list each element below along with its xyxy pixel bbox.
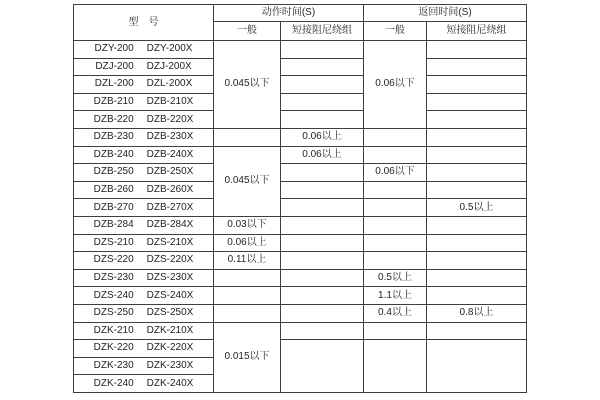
model-name-variant: DZB-284X (146, 219, 194, 231)
model-name-variant: DZS-210X (146, 236, 194, 248)
table-row (74, 304, 527, 322)
model-name-primary: DZB-230 (93, 131, 134, 143)
model-name-variant: DZS-250X (146, 307, 194, 319)
return-general-cell: 0.06以下 (364, 164, 427, 182)
return-damping-cell (427, 93, 527, 111)
model-cell (74, 76, 214, 94)
model-name-primary: DZS-210 (93, 236, 134, 248)
model-cell (74, 287, 214, 305)
table-row (74, 146, 527, 164)
model-name-primary: DZJ-200 (95, 60, 134, 72)
model-name-primary: DZS-220 (93, 254, 134, 266)
table-row (74, 269, 527, 287)
action-damping-cell (281, 164, 364, 182)
action-general-cell: 0.045以下 (214, 146, 281, 216)
table-row (74, 93, 527, 111)
model-cell (74, 357, 214, 375)
return-general-cell (364, 128, 427, 146)
action-general-cell (214, 304, 281, 322)
return-damping-cell (427, 269, 527, 287)
model-cell (74, 340, 214, 358)
return-general-cell (364, 252, 427, 270)
model-name-primary: DZB-260 (93, 184, 134, 196)
return-damping-cell (427, 41, 527, 59)
model-cell (74, 304, 214, 322)
table-row (74, 252, 527, 270)
table-row (74, 322, 527, 340)
action-damping-cell (281, 252, 364, 270)
model-name-primary: DZS-250 (93, 307, 134, 319)
return-general-cell (364, 216, 427, 234)
return-damping-cell (427, 146, 527, 164)
action-general-cell: 0.015以下 (214, 322, 281, 392)
model-name-primary: DZK-240 (93, 377, 134, 389)
model-name-primary: DZB-210 (93, 96, 134, 108)
header-action-damping: 短接阻尼绕组 (281, 22, 364, 41)
action-damping-cell (281, 93, 364, 111)
return-general-cell (364, 340, 427, 393)
model-name-primary: DZY-200 (94, 43, 134, 55)
model-cell (74, 234, 214, 252)
model-name-variant: DZK-230X (146, 359, 194, 371)
return-damping-cell (427, 181, 527, 199)
table-row (74, 164, 527, 182)
return-damping-cell: 0.5以上 (427, 199, 527, 217)
action-damping-cell (281, 269, 364, 287)
return-general-cell (364, 181, 427, 199)
return-damping-cell (427, 128, 527, 146)
model-cell (74, 199, 214, 217)
relay-spec-table (73, 4, 527, 393)
model-name-primary: DZB-240 (93, 148, 134, 160)
model-name-variant: DZK-210X (146, 324, 194, 336)
table-row (74, 111, 527, 129)
return-damping-cell (427, 322, 527, 340)
return-damping-cell (427, 111, 527, 129)
header-action-general: 一般 (214, 22, 281, 41)
table-row (74, 76, 527, 94)
table-row (74, 287, 527, 305)
action-general-cell (214, 128, 281, 146)
model-cell (74, 111, 214, 129)
model-cell (74, 322, 214, 340)
model-cell (74, 128, 214, 146)
model-cell (74, 375, 214, 393)
model-name-primary: DZS-230 (93, 272, 134, 284)
action-general-cell: 0.045以下 (214, 41, 281, 129)
return-damping-cell (427, 340, 527, 393)
return-general-cell (364, 234, 427, 252)
table-row (74, 41, 527, 59)
action-damping-cell (281, 340, 364, 393)
model-name-primary: DZB-250 (93, 166, 134, 178)
action-damping-cell (281, 199, 364, 217)
model-name-primary: DZL-200 (94, 78, 134, 90)
model-cell (74, 252, 214, 270)
return-general-cell: 0.4以上 (364, 304, 427, 322)
header-return-damping: 短接阻尼绕组 (427, 22, 527, 41)
action-damping-cell (281, 111, 364, 129)
return-general-cell (364, 146, 427, 164)
model-name-variant: DZY-200X (146, 43, 193, 55)
spec-table-container (73, 4, 527, 393)
model-cell (74, 58, 214, 76)
return-general-cell: 0.5以上 (364, 269, 427, 287)
header-action-time: 动作时间(S) (214, 5, 364, 22)
model-name-variant: DZB-250X (146, 166, 194, 178)
model-name-variant: DZS-220X (146, 254, 194, 266)
action-general-cell (214, 269, 281, 287)
table-row (74, 340, 527, 358)
return-damping-cell: 0.8以上 (427, 304, 527, 322)
action-general-cell: 0.03以下 (214, 216, 281, 234)
table-row (74, 128, 527, 146)
action-general-cell: 0.11以上 (214, 252, 281, 270)
table-row (74, 216, 527, 234)
return-general-cell (364, 322, 427, 340)
model-name-variant: DZK-220X (146, 342, 194, 354)
action-damping-cell (281, 58, 364, 76)
action-damping-cell (281, 234, 364, 252)
model-name-variant: DZB-270X (146, 201, 194, 213)
action-damping-cell (281, 287, 364, 305)
return-damping-cell (427, 234, 527, 252)
action-damping-cell (281, 181, 364, 199)
model-name-variant: DZS-240X (146, 289, 194, 301)
table-row (74, 181, 527, 199)
action-damping-cell (281, 216, 364, 234)
model-cell (74, 216, 214, 234)
action-damping-cell (281, 322, 364, 340)
return-general-cell: 0.06以下 (364, 41, 427, 129)
model-name-variant: DZL-200X (146, 78, 193, 90)
model-name-variant: DZK-240X (146, 377, 194, 389)
header-return-general: 一般 (364, 22, 427, 41)
model-cell (74, 41, 214, 59)
model-cell (74, 146, 214, 164)
return-damping-cell (427, 287, 527, 305)
return-damping-cell (427, 216, 527, 234)
action-general-cell (214, 287, 281, 305)
action-damping-cell (281, 76, 364, 94)
table-row (74, 234, 527, 252)
model-name-primary: DZB-220 (93, 113, 134, 125)
action-damping-cell (281, 304, 364, 322)
model-cell (74, 93, 214, 111)
return-damping-cell (427, 76, 527, 94)
return-damping-cell (427, 252, 527, 270)
model-name-primary: DZK-210 (93, 324, 134, 336)
return-damping-cell (427, 58, 527, 76)
model-name-variant: DZS-230X (146, 272, 194, 284)
table-row (74, 58, 527, 76)
return-general-cell: 1.1以上 (364, 287, 427, 305)
model-name-primary: DZK-230 (93, 359, 134, 371)
action-damping-cell (281, 41, 364, 59)
model-name-primary: DZB-284 (93, 219, 134, 231)
header-model: 型 号 (74, 5, 214, 41)
model-name-primary: DZS-240 (93, 289, 134, 301)
return-general-cell (364, 199, 427, 217)
model-cell (74, 181, 214, 199)
model-name-variant: DZB-240X (146, 148, 194, 160)
model-cell (74, 269, 214, 287)
model-name-primary: DZK-220 (93, 342, 134, 354)
header-return-time: 返回时间(S) (364, 5, 527, 22)
model-cell (74, 164, 214, 182)
model-name-primary: DZB-270 (93, 201, 134, 213)
return-damping-cell (427, 164, 527, 182)
model-name-variant: DZB-230X (146, 131, 194, 143)
model-name-variant: DZB-260X (146, 184, 194, 196)
action-damping-cell: 0.06以上 (281, 146, 364, 164)
model-name-variant: DZB-220X (146, 113, 194, 125)
model-name-variant: DZB-210X (146, 96, 194, 108)
table-row (74, 199, 527, 217)
model-name-variant: DZJ-200X (146, 60, 192, 72)
action-damping-cell: 0.06以上 (281, 128, 364, 146)
action-general-cell: 0.06以上 (214, 234, 281, 252)
